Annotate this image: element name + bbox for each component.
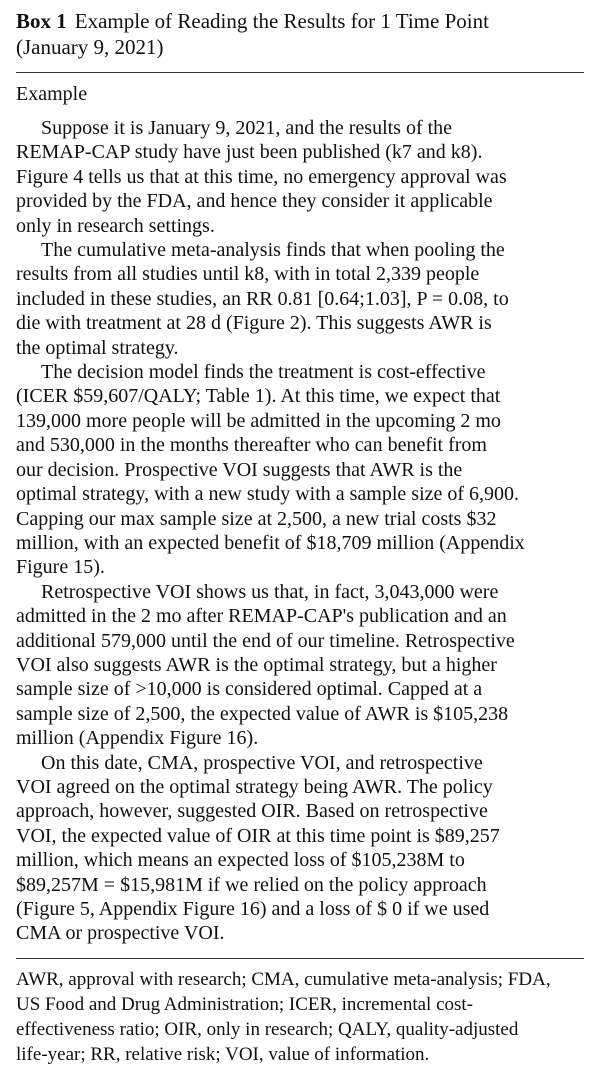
- footnote-line: life-year; RR, relative risk; VOI, value of information.: [16, 1043, 430, 1065]
- body-line: (Figure 5, Appendix Figure 16) and a loss of $ 0 if we used: [16, 898, 490, 920]
- footnote-line: effectiveness ratio; OIR, only in research; QALY, quality-adjusted: [16, 1018, 519, 1040]
- body-text: [16, 116, 584, 946]
- box-title: [16, 8, 584, 60]
- body-line: REMAP-CAP study have just been published (k7 and k8).: [16, 141, 483, 164]
- body-line: million, which means an expected loss of $105,238M to: [16, 849, 465, 872]
- body-line: VOI, the expected value of OIR at this time point is $89,257: [16, 824, 500, 847]
- body-line: only in research settings.: [16, 214, 215, 237]
- body-line: the optimal strategy.: [16, 336, 179, 359]
- body-line: Retrospective VOI shows us that, in fact, 3,043,000 were: [41, 580, 499, 603]
- body-line: sample size of >10,000 is considered optimal. Capped at a: [16, 678, 483, 701]
- body-line: 139,000 more people will be admitted in the upcoming 2 mo: [16, 409, 501, 432]
- body-line: The decision model finds the treatment is cost-effective: [41, 361, 486, 384]
- body-line: included in these studies, an RR 0.81 [0.64;1.03], P = 0.08, to: [16, 287, 509, 310]
- body-line: million (Appendix Figure 16).: [16, 727, 259, 750]
- top-divider: [16, 72, 584, 73]
- body-line: CMA or prospective VOI.: [16, 922, 225, 945]
- body-line: $89,257M = $15,981M if we relied on the policy approach: [16, 873, 487, 896]
- body-line: Figure 4 tells us that at this time, no emergency approval was: [16, 165, 507, 188]
- body-line: Capping our max sample size at 2,500, a new trial costs $32: [16, 507, 497, 530]
- body-line: million, with an expected benefit of $18,709 million (Appendix: [16, 531, 525, 554]
- body-line: VOI also suggests AWR is the optimal strategy, but a higher: [16, 653, 497, 676]
- body-line: The cumulative meta-analysis finds that when pooling the: [41, 239, 505, 262]
- footnote-divider: [16, 958, 584, 959]
- body-line: our decision. Prospective VOI suggests that AWR is the: [16, 458, 463, 481]
- box-title-line1: Example of Reading the Results for 1 Time Point: [74, 9, 489, 33]
- body-line: (ICER $59,607/QALY; Table 1). At this time, we expect that: [16, 385, 501, 408]
- footnote: [16, 967, 584, 1067]
- body-line: On this date, CMA, prospective VOI, and retrospective: [41, 751, 483, 774]
- body-line: approach, however, suggested OIR. Based on retrospective: [16, 800, 488, 823]
- body-line: sample size of 2,500, the expected value of AWR is $105,238: [16, 702, 509, 725]
- box-title-line2: (January 9, 2021): [16, 35, 164, 59]
- body-line: Figure 15).: [16, 556, 105, 579]
- section-label: Example: [16, 83, 88, 105]
- footnote-line: AWR, approval with research; CMA, cumulative meta-analysis; FDA,: [16, 968, 551, 990]
- body-line: additional 579,000 until the end of our timeline. Retrospective: [16, 629, 515, 652]
- box-label: Box 1: [16, 9, 67, 33]
- body-line: admitted in the 2 mo after REMAP-CAP's publication and an: [16, 605, 507, 628]
- body-line: Suppose it is January 9, 2021, and the results of the: [41, 117, 453, 139]
- body-line: die with treatment at 28 d (Figure 2). This suggests AWR is: [16, 312, 492, 335]
- body-line: optimal strategy, with a new study with a sample size of 6,900.: [16, 483, 520, 506]
- body-line: results from all studies until k8, with in total 2,339 people: [16, 263, 480, 286]
- body-line: and 530,000 in the months thereafter who can benefit from: [16, 434, 487, 457]
- footnote-line: US Food and Drug Administration; ICER, incremental cost-: [16, 993, 474, 1015]
- body-line: provided by the FDA, and hence they consider it applicable: [16, 190, 493, 213]
- body-line: VOI agreed on the optimal strategy being AWR. The policy: [16, 775, 493, 798]
